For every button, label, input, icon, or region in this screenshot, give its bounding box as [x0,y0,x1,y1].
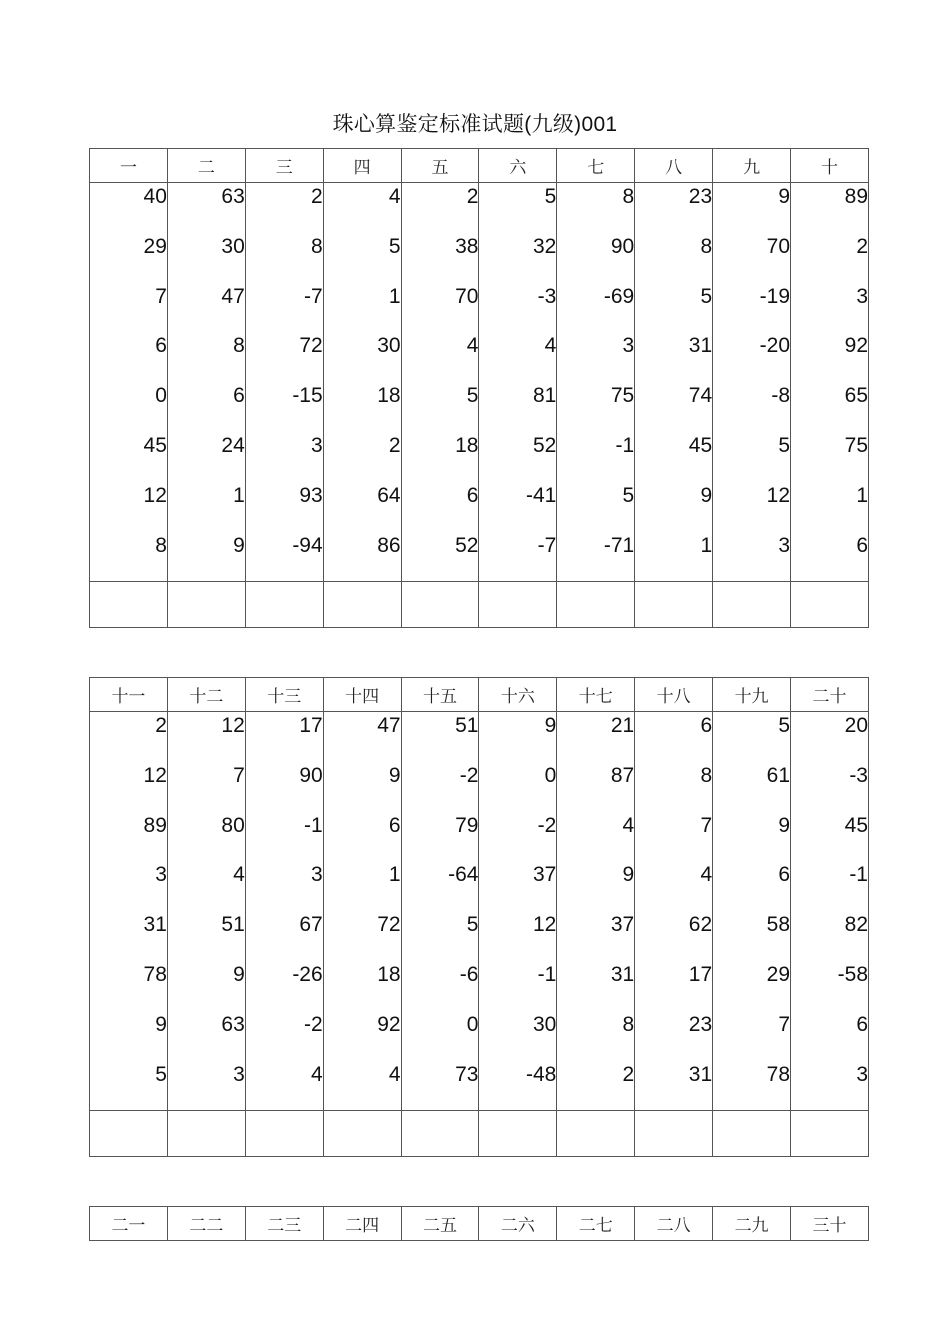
number-cell: 45 [844,813,868,837]
number-cell: 90 [299,763,323,787]
question-column [90,183,168,582]
number-cell: 5 [778,714,791,737]
number-cell: 92 [844,334,868,358]
answer-cell[interactable] [245,1111,323,1157]
number-cell: 72 [377,913,401,937]
number-cell: -20 [759,334,791,358]
question-column [479,712,557,1111]
question-table-2 [89,677,869,1157]
number-cell: 6 [700,714,713,737]
number-cell: 24 [221,433,245,457]
number-cell: 8 [700,763,713,787]
number-cell: 37 [610,913,635,937]
number-cell: -15 [292,384,323,408]
number-cell: 4 [544,334,557,358]
number-cell: 82 [844,913,868,937]
number-cell: 70 [766,234,791,258]
number-cell: 5 [388,234,401,258]
question-column [713,183,791,582]
number-cell: 4 [388,1062,401,1086]
number-cell: 4 [233,863,245,887]
question-column [323,183,401,582]
question-number-header: 二十 [791,678,869,712]
number-cell: 90 [610,234,635,258]
number-cell: 7 [155,284,167,308]
number-cell: -1 [849,863,868,887]
number-cell: 7 [233,763,245,787]
answer-cell[interactable] [635,1111,713,1157]
number-cell: 4 [466,334,479,358]
number-cell: 18 [377,384,401,408]
question-number-header: 二五 [401,1207,479,1241]
answer-cell[interactable] [323,1111,401,1157]
number-cell: 9 [233,533,245,557]
number-cell: 0 [466,1012,479,1036]
number-cell: 4 [310,1062,323,1086]
number-cell: 9 [778,185,791,208]
number-cell: 87 [610,763,635,787]
number-cell: 9 [233,962,245,986]
number-cell: 1 [388,863,401,887]
question-number-header: 三十 [791,1207,869,1241]
number-cell: 73 [455,1062,479,1086]
answer-cell[interactable] [791,582,869,628]
number-cell: 1 [856,483,868,507]
question-column [791,183,869,582]
number-cell: 18 [377,962,401,986]
number-cell: 75 [844,433,868,457]
number-cell: -41 [525,483,557,507]
question-column [323,712,401,1111]
question-number-header: 二二 [167,1207,245,1241]
question-number-header: 六 [479,149,557,183]
number-cell: 6 [466,483,479,507]
number-cell: 0 [544,763,557,787]
number-cell: 81 [532,384,557,408]
answer-cell[interactable] [401,582,479,628]
number-cell: 12 [532,913,557,937]
number-cell: 61 [766,763,791,787]
answer-cell[interactable] [713,1111,791,1157]
question-number-header: 九 [713,149,791,183]
question-number-header: 二三 [245,1207,323,1241]
answer-cell[interactable] [167,1111,245,1157]
number-cell: 58 [766,913,791,937]
number-cell: 70 [455,284,479,308]
question-number-header: 十五 [401,678,479,712]
number-cell: -2 [537,813,557,837]
number-cell: 2 [388,433,401,457]
number-cell: 2 [466,185,479,208]
question-column [557,712,635,1111]
number-cell: 6 [233,384,245,408]
question-column [245,712,323,1111]
question-number-header: 二六 [479,1207,557,1241]
number-cell: 79 [455,813,479,837]
number-cell: 64 [377,483,401,507]
answer-cell[interactable] [90,582,168,628]
number-cell: -26 [292,962,323,986]
number-cell: 5 [466,384,479,408]
number-cell: 3 [778,533,791,557]
number-cell: 18 [455,433,479,457]
number-cell: 5 [622,483,635,507]
number-cell: 9 [544,714,557,737]
number-cell: 5 [544,185,557,208]
answer-row [90,582,869,628]
question-number-header: 二七 [557,1207,635,1241]
number-cell: 23 [688,185,713,208]
number-cell: 45 [143,433,167,457]
number-cell: 47 [377,714,401,737]
number-cell: 38 [455,234,479,258]
number-cell: 9 [778,813,791,837]
question-column [401,712,479,1111]
number-cell: 0 [155,384,167,408]
number-cell: 6 [155,334,167,358]
question-number-header: 八 [635,149,713,183]
number-cell: -2 [459,763,479,787]
number-cell: 47 [221,284,245,308]
number-cell: 2 [622,1062,635,1086]
number-cell: 2 [155,714,167,737]
answer-cell[interactable] [479,1111,557,1157]
number-cell: 3 [310,863,323,887]
number-cell: 7 [700,813,713,837]
answer-cell[interactable] [323,582,401,628]
number-cell: 80 [221,813,245,837]
number-cell: 12 [221,714,245,737]
number-cell: 3 [310,433,323,457]
number-cell: 67 [299,913,323,937]
question-number-header: 三 [245,149,323,183]
question-number-header: 十八 [635,678,713,712]
question-table-3 [89,1206,869,1241]
number-cell: 8 [233,334,245,358]
number-cell: 89 [143,813,167,837]
question-number-header: 十七 [557,678,635,712]
number-cell: 72 [299,334,323,358]
number-cell: 20 [844,714,868,737]
page-title: 珠心算鉴定标准试题(九级)001 [332,113,618,136]
question-column [791,712,869,1111]
question-number-header: 二一 [90,1207,168,1241]
header-row [90,149,869,183]
answer-cell[interactable] [245,582,323,628]
question-number-header: 十二 [167,678,245,712]
question-column [90,712,168,1111]
number-cell: 12 [766,483,791,507]
answer-cell[interactable] [557,1111,635,1157]
number-cell: 4 [622,813,635,837]
number-cell: 40 [143,185,167,208]
number-cell: 3 [856,284,868,308]
number-cell: 63 [221,1012,245,1036]
number-cell: 31 [610,962,635,986]
question-number-header: 二八 [635,1207,713,1241]
number-cell: 1 [388,284,401,308]
number-cell: 52 [455,533,479,557]
answer-row [90,1111,869,1157]
question-number-header: 十六 [479,678,557,712]
number-cell: 75 [610,384,635,408]
number-cell: 8 [622,185,635,208]
number-cell: 9 [388,763,401,787]
numbers-row [90,183,869,582]
question-number-header: 一 [90,149,168,183]
number-cell: 21 [610,714,635,737]
number-cell: 1 [233,483,245,507]
question-number-header: 十九 [713,678,791,712]
number-cell: 29 [766,962,791,986]
number-cell: 5 [700,284,713,308]
number-cell: -58 [837,962,868,986]
number-cell: 8 [700,234,713,258]
number-cell: 37 [532,863,557,887]
number-cell: 5 [778,433,791,457]
number-cell: 12 [143,763,167,787]
number-cell: 3 [622,334,635,358]
number-cell: -48 [525,1062,557,1086]
number-cell: 23 [688,1012,713,1036]
number-cell: 5 [155,1062,167,1086]
question-column [167,712,245,1111]
number-cell: -1 [303,813,323,837]
answer-cell[interactable] [90,1111,168,1157]
answer-cell[interactable] [401,1111,479,1157]
number-cell: 8 [155,533,167,557]
number-cell: 78 [766,1062,791,1086]
question-column [479,183,557,582]
answer-cell[interactable] [713,582,791,628]
answer-cell[interactable] [791,1111,869,1157]
number-cell: -2 [303,1012,323,1036]
number-cell: 2 [856,234,868,258]
number-cell: 65 [844,384,868,408]
question-column [557,183,635,582]
question-column [401,183,479,582]
number-cell: 86 [377,533,401,557]
number-cell: 12 [143,483,167,507]
number-cell: 9 [700,483,713,507]
numbers-row [90,712,869,1111]
number-cell: 89 [844,185,868,208]
question-column [245,183,323,582]
number-cell: 6 [778,863,791,887]
question-column [635,712,713,1111]
number-cell: 6 [388,813,401,837]
answer-cell[interactable] [479,582,557,628]
number-cell: 31 [688,334,713,358]
header-row [90,678,869,712]
number-cell: 62 [688,913,713,937]
question-number-header: 二九 [713,1207,791,1241]
number-cell: 3 [155,863,167,887]
number-cell: -3 [537,284,557,308]
number-cell: -8 [771,384,791,408]
number-cell: 30 [221,234,245,258]
question-table-1 [89,148,869,628]
question-number-header: 十一 [90,678,168,712]
number-cell: 51 [455,714,479,737]
question-number-header: 四 [323,149,401,183]
number-cell: -94 [292,533,323,557]
number-cell: 3 [233,1062,245,1086]
number-cell: -3 [849,763,868,787]
number-cell: 4 [388,185,401,208]
number-cell: 2 [310,185,323,208]
number-cell: 9 [622,863,635,887]
number-cell: 32 [532,234,557,258]
number-cell: 74 [688,384,713,408]
number-cell: 8 [622,1012,635,1036]
number-cell: 4 [700,863,713,887]
number-cell: -71 [603,533,635,557]
question-column [167,183,245,582]
question-column [635,183,713,582]
number-cell: -1 [537,962,557,986]
number-cell: 31 [143,913,167,937]
number-cell: 78 [143,962,167,986]
number-cell: 5 [466,913,479,937]
answer-cell[interactable] [167,582,245,628]
number-cell: -7 [303,284,323,308]
number-cell: 8 [310,234,323,258]
number-cell: 63 [221,185,245,208]
number-cell: -69 [603,284,635,308]
question-number-header: 十三 [245,678,323,712]
number-cell: -1 [615,433,635,457]
number-cell: -7 [537,533,557,557]
number-cell: 17 [299,714,323,737]
number-cell: 51 [221,913,245,937]
number-cell: 29 [143,234,167,258]
number-cell: 6 [856,533,868,557]
number-cell: 3 [856,1062,868,1086]
answer-cell[interactable] [635,582,713,628]
number-cell: 45 [688,433,713,457]
question-number-header: 七 [557,149,635,183]
number-cell: 92 [377,1012,401,1036]
question-number-header: 五 [401,149,479,183]
header-row [90,1207,869,1241]
number-cell: -19 [759,284,791,308]
number-cell: 9 [155,1012,167,1036]
question-column [713,712,791,1111]
number-cell: 30 [532,1012,557,1036]
number-cell: 17 [688,962,713,986]
number-cell: 1 [700,533,713,557]
question-number-header: 二四 [323,1207,401,1241]
number-cell: -64 [448,863,479,887]
number-cell: 93 [299,483,323,507]
question-number-header: 十 [791,149,869,183]
number-cell: 30 [377,334,401,358]
number-cell: 6 [856,1012,868,1036]
number-cell: -6 [459,962,479,986]
number-cell: 7 [778,1012,791,1036]
question-number-header: 二 [167,149,245,183]
number-cell: 52 [532,433,557,457]
question-number-header: 十四 [323,678,401,712]
answer-cell[interactable] [557,582,635,628]
number-cell: 31 [688,1062,713,1086]
